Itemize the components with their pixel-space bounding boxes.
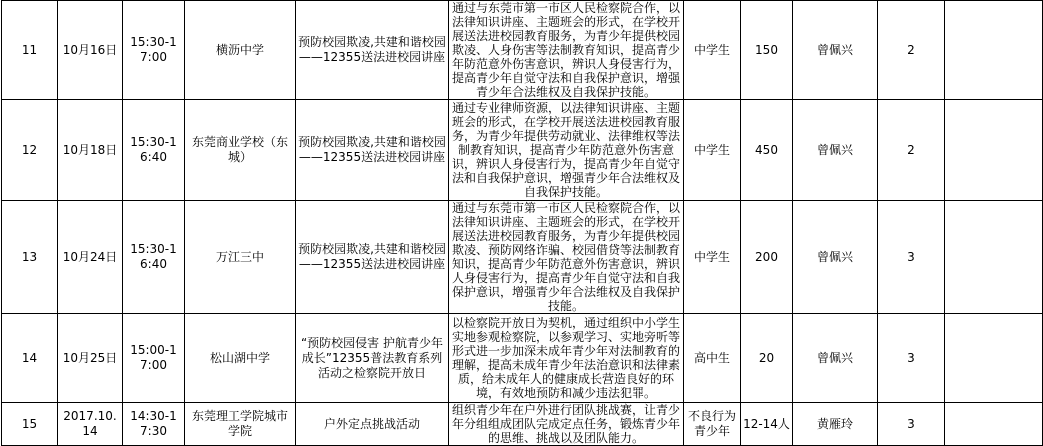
place-cell: 万江三中	[185, 201, 296, 314]
audience-cell: 高中生	[684, 314, 741, 403]
row-number: 11	[2, 1, 58, 100]
audience-cell: 中学生	[684, 201, 741, 314]
topic-cell: 户外定点挑战活动	[296, 403, 449, 446]
time-cell: 15:00-17:00	[123, 314, 185, 403]
date-cell: 10月24日	[58, 201, 123, 314]
topic-cell: 预防校园欺凌,共建和谐校园——12355送法进校园讲座	[296, 201, 449, 314]
person-cell: 曾佩兴	[793, 201, 878, 314]
sessions-cell: 3	[878, 201, 945, 314]
topic-cell: “预防校园侵害 护航青少年成长”12355普法教育系列活动之检察院开放日	[296, 314, 449, 403]
time-cell: 15:30-16:40	[123, 100, 185, 201]
count-cell: 200	[741, 201, 793, 314]
date-cell: 10月18日	[58, 100, 123, 201]
row-number: 14	[2, 314, 58, 403]
place-cell: 东莞商业学校（东城）	[185, 100, 296, 201]
date-cell: 10月25日	[58, 314, 123, 403]
schedule-table	[1, 0, 1043, 446]
row-number: 12	[2, 100, 58, 201]
sessions-cell: 3	[878, 403, 945, 446]
table-row	[2, 1, 1043, 100]
date-cell: 10月16日	[58, 1, 123, 100]
person-cell: 曾佩兴	[793, 314, 878, 403]
empty-cell	[945, 201, 1043, 314]
empty-cell	[945, 1, 1043, 100]
audience-cell: 不良行为青少年	[684, 403, 741, 446]
table-row	[2, 100, 1043, 201]
time-cell: 14:30-17:30	[123, 403, 185, 446]
content-cell: 通过与东莞市第一市区人民检察院合作，以法律知识讲座、主题班会的形式，在学校开展送法进校园教育服务，为青少年提供校园欺凌、预防网络诈骗、校园借贷等法制教育知识，提高青少年防范意外伤害意识，辨识人身侵害行为，提高青少年自觉守法和自我保护意识，增强青少年合法维权及自我保护技能。	[449, 201, 684, 314]
empty-cell	[945, 314, 1043, 403]
place-cell: 松山湖中学	[185, 314, 296, 403]
time-cell: 15:30-16:40	[123, 201, 185, 314]
row-number: 13	[2, 201, 58, 314]
person-cell: 曾佩兴	[793, 1, 878, 100]
person-cell: 曾佩兴	[793, 100, 878, 201]
content-cell: 通过与东莞市第一市区人民检察院合作，以法律知识讲座、主题班会的形式，在学校开展送法进校园教育服务，为青少年提供校园欺凌、人身伤害等法制教育知识，提高青少年防范意外伤害意识，辨识人身侵害行为，提高青少年自觉守法和自我保护意识，增强青少年合法维权及自我保护技能。	[449, 1, 684, 100]
count-cell: 12-14人	[741, 403, 793, 446]
count-cell: 150	[741, 1, 793, 100]
sessions-cell: 2	[878, 1, 945, 100]
audience-cell: 中学生	[684, 100, 741, 201]
topic-cell: 预防校园欺凌,共建和谐校园——12355送法进校园讲座	[296, 100, 449, 201]
person-cell: 黄雁玲	[793, 403, 878, 446]
count-cell: 450	[741, 100, 793, 201]
audience-cell: 中学生	[684, 1, 741, 100]
row-number: 15	[2, 403, 58, 446]
count-cell: 20	[741, 314, 793, 403]
place-cell: 东莞理工学院城市学院	[185, 403, 296, 446]
sessions-cell: 2	[878, 100, 945, 201]
table-row	[2, 201, 1043, 314]
table-row	[2, 314, 1043, 403]
topic-cell: 预防校园欺凌,共建和谐校园——12355送法进校园讲座	[296, 1, 449, 100]
sessions-cell: 3	[878, 314, 945, 403]
empty-cell	[945, 403, 1043, 446]
date-cell: 2017.10.14	[58, 403, 123, 446]
place-cell: 横沥中学	[185, 1, 296, 100]
empty-cell	[945, 100, 1043, 201]
table-row	[2, 403, 1043, 446]
content-cell: 通过专业律师资源，以法律知识讲座、主题班会的形式，在学校开展送法进校园教育服务，为青少年提供劳动就业、法律维权等法制教育知识，提高青少年防范意外伤害意识，辨识人身侵害行为，提高青少年自觉守法和自我保护意识，增强青少年合法维权及自我保护技能。	[449, 100, 684, 201]
content-cell: 以检察院开放日为契机，通过组织中小学生实地参观检察院，以参观学习、实地旁听等形式进一步加深未成年青少年对法制教育的理解，提高未成年青少年法治意识和法律素质，给未成年人的健康成长营造良好的环境，有效地预防和减少违法犯罪。	[449, 314, 684, 403]
time-cell: 15:30-17:00	[123, 1, 185, 100]
content-cell: 组织青少年在户外进行团队挑战赛，让青少年分组组成团队完成定点任务，锻炼青少年的思维、挑战以及团队能力。	[449, 403, 684, 446]
